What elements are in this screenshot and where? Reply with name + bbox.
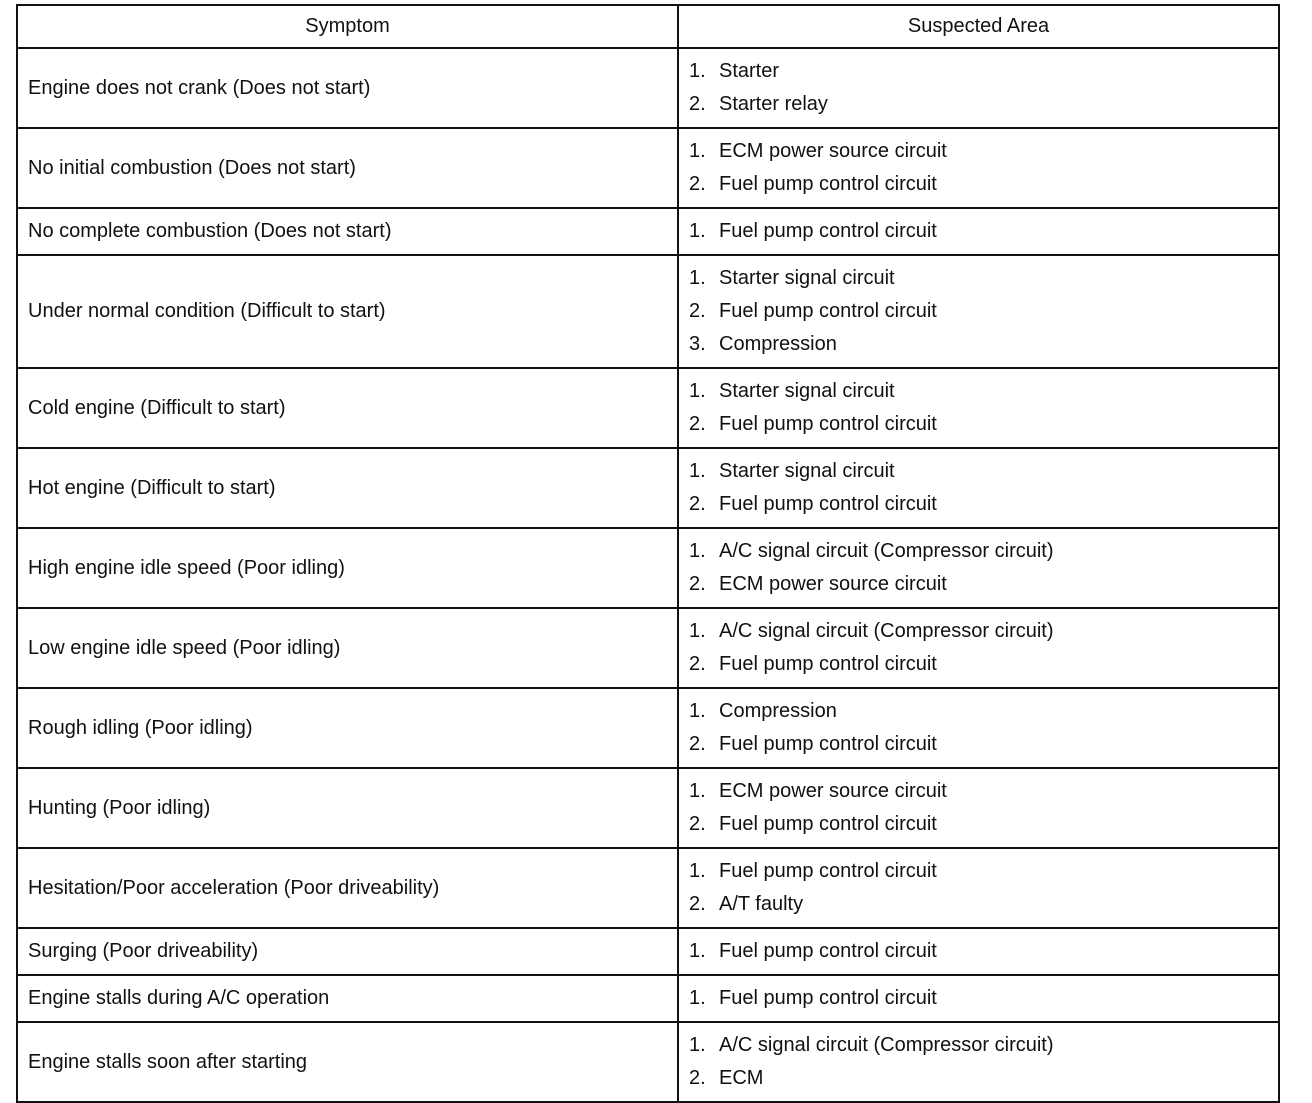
suspected-area-list — [689, 262, 1270, 361]
suspected-area-cell — [678, 255, 1279, 368]
item-number: 2. — [689, 813, 706, 835]
suspected-area-text: Starter signal circuit — [719, 380, 895, 402]
item-number: 1. — [689, 380, 706, 402]
suspected-area-text: Fuel pump control circuit — [719, 173, 937, 195]
symptom-cell: No complete combustion (Does not start) — [17, 208, 678, 255]
item-number: 2. — [689, 173, 706, 195]
table-row — [17, 975, 1279, 1022]
table-row — [17, 368, 1279, 448]
suspected-area-text: A/C signal circuit (Compressor circuit) — [719, 620, 1054, 642]
item-number: 2. — [689, 733, 706, 755]
suspected-area-item — [689, 455, 1270, 488]
symptom-cell: Hunting (Poor idling) — [17, 768, 678, 848]
suspected-area-item — [689, 728, 1270, 761]
suspected-area-list — [689, 535, 1270, 601]
suspected-area-text: A/C signal circuit (Compressor circuit) — [719, 540, 1054, 562]
table-row — [17, 1022, 1279, 1102]
item-number: 1. — [689, 780, 706, 802]
suspected-area-text: ECM power source circuit — [719, 140, 947, 162]
suspected-area-item — [689, 695, 1270, 728]
item-number: 1. — [689, 460, 706, 482]
table-row — [17, 688, 1279, 768]
suspected-area-cell — [678, 528, 1279, 608]
symptom-cell: Engine stalls during A/C operation — [17, 975, 678, 1022]
table-row — [17, 528, 1279, 608]
suspected-area-item — [689, 808, 1270, 841]
suspected-area-item — [689, 262, 1270, 295]
suspected-area-list — [689, 982, 1270, 1015]
suspected-area-item — [689, 982, 1270, 1015]
suspected-area-list — [689, 135, 1270, 201]
suspected-area-cell — [678, 928, 1279, 975]
item-number: 2. — [689, 413, 706, 435]
table-body — [17, 48, 1279, 1102]
suspected-area-column-header: Suspected Area — [678, 5, 1279, 48]
suspected-area-list — [689, 615, 1270, 681]
item-number: 3. — [689, 333, 706, 355]
suspected-area-cell — [678, 1022, 1279, 1102]
suspected-area-list — [689, 55, 1270, 121]
suspected-area-item — [689, 215, 1270, 248]
item-number: 2. — [689, 93, 706, 115]
suspected-area-item — [689, 648, 1270, 681]
table-row — [17, 48, 1279, 128]
suspected-area-cell — [678, 48, 1279, 128]
suspected-area-item — [689, 855, 1270, 888]
item-number: 1. — [689, 987, 706, 1009]
suspected-area-text: A/T faulty — [719, 893, 804, 915]
symptom-table — [16, 4, 1280, 1103]
suspected-area-list — [689, 695, 1270, 761]
table-row — [17, 928, 1279, 975]
suspected-area-list — [689, 375, 1270, 441]
item-number: 1. — [689, 620, 706, 642]
item-number: 1. — [689, 267, 706, 289]
symptom-cell: No initial combustion (Does not start) — [17, 128, 678, 208]
table-row — [17, 848, 1279, 928]
suspected-area-list — [689, 215, 1270, 248]
suspected-area-list — [689, 935, 1270, 968]
suspected-area-text: Starter — [719, 60, 780, 82]
suspected-area-text: A/C signal circuit (Compressor circuit) — [719, 1034, 1054, 1056]
item-number: 1. — [689, 140, 706, 162]
symptom-cell: Engine stalls soon after starting — [17, 1022, 678, 1102]
symptom-cell: High engine idle speed (Poor idling) — [17, 528, 678, 608]
suspected-area-list — [689, 1029, 1270, 1095]
symptom-cell: Surging (Poor driveability) — [17, 928, 678, 975]
suspected-area-text: Fuel pump control circuit — [719, 813, 937, 835]
table-row — [17, 608, 1279, 688]
item-number: 1. — [689, 540, 706, 562]
item-number: 2. — [689, 573, 706, 595]
item-number: 2. — [689, 893, 706, 915]
table-row — [17, 208, 1279, 255]
item-number: 2. — [689, 493, 706, 515]
suspected-area-text: Starter signal circuit — [719, 460, 895, 482]
suspected-area-list — [689, 775, 1270, 841]
suspected-area-cell — [678, 688, 1279, 768]
symptom-cell: Hesitation/Poor acceleration (Poor driveability) — [17, 848, 678, 928]
table-row — [17, 128, 1279, 208]
item-number: 1. — [689, 60, 706, 82]
suspected-area-item — [689, 328, 1270, 361]
suspected-area-text: ECM power source circuit — [719, 573, 947, 595]
suspected-area-item — [689, 135, 1270, 168]
symptom-cell: Under normal condition (Difficult to start) — [17, 255, 678, 368]
item-number: 1. — [689, 700, 706, 722]
suspected-area-item — [689, 375, 1270, 408]
suspected-area-text: Starter signal circuit — [719, 267, 895, 289]
suspected-area-item — [689, 408, 1270, 441]
suspected-area-cell — [678, 368, 1279, 448]
suspected-area-cell — [678, 608, 1279, 688]
suspected-area-item — [689, 295, 1270, 328]
table-row — [17, 768, 1279, 848]
suspected-area-item — [689, 775, 1270, 808]
symptom-cell: Hot engine (Difficult to start) — [17, 448, 678, 528]
troubleshooting-table-container — [16, 4, 1278, 1103]
item-number: 1. — [689, 860, 706, 882]
suspected-area-text: ECM power source circuit — [719, 780, 947, 802]
suspected-area-item — [689, 935, 1270, 968]
suspected-area-text: ECM — [719, 1067, 764, 1089]
suspected-area-list — [689, 855, 1270, 921]
suspected-area-item — [689, 568, 1270, 601]
item-number: 2. — [689, 300, 706, 322]
suspected-area-item — [689, 615, 1270, 648]
suspected-area-cell — [678, 208, 1279, 255]
item-number: 1. — [689, 1034, 706, 1056]
item-number: 2. — [689, 1067, 706, 1089]
suspected-area-text: Fuel pump control circuit — [719, 940, 937, 962]
suspected-area-text: Fuel pump control circuit — [719, 493, 937, 515]
symptom-cell: Engine does not crank (Does not start) — [17, 48, 678, 128]
suspected-area-cell — [678, 848, 1279, 928]
table-header-row — [17, 5, 1279, 48]
suspected-area-text: Compression — [719, 333, 837, 355]
item-number: 1. — [689, 940, 706, 962]
suspected-area-text: Fuel pump control circuit — [719, 413, 937, 435]
suspected-area-text: Fuel pump control circuit — [719, 860, 937, 882]
symptom-column-header: Symptom — [17, 5, 678, 48]
suspected-area-item — [689, 1062, 1270, 1095]
symptom-cell: Rough idling (Poor idling) — [17, 688, 678, 768]
suspected-area-cell — [678, 975, 1279, 1022]
item-number: 1. — [689, 220, 706, 242]
suspected-area-text: Fuel pump control circuit — [719, 653, 937, 675]
suspected-area-item — [689, 168, 1270, 201]
symptom-cell: Low engine idle speed (Poor idling) — [17, 608, 678, 688]
suspected-area-item — [689, 88, 1270, 121]
suspected-area-text: Fuel pump control circuit — [719, 987, 937, 1009]
suspected-area-text: Fuel pump control circuit — [719, 733, 937, 755]
suspected-area-item — [689, 55, 1270, 88]
table-row — [17, 255, 1279, 368]
suspected-area-cell — [678, 128, 1279, 208]
suspected-area-cell — [678, 448, 1279, 528]
suspected-area-text: Compression — [719, 700, 837, 722]
suspected-area-text: Fuel pump control circuit — [719, 300, 937, 322]
symptom-cell: Cold engine (Difficult to start) — [17, 368, 678, 448]
suspected-area-text: Starter relay — [719, 93, 828, 115]
suspected-area-item — [689, 888, 1270, 921]
suspected-area-text: Fuel pump control circuit — [719, 220, 937, 242]
suspected-area-item — [689, 488, 1270, 521]
item-number: 2. — [689, 653, 706, 675]
suspected-area-cell — [678, 768, 1279, 848]
suspected-area-item — [689, 535, 1270, 568]
suspected-area-list — [689, 455, 1270, 521]
suspected-area-item — [689, 1029, 1270, 1062]
table-row — [17, 448, 1279, 528]
